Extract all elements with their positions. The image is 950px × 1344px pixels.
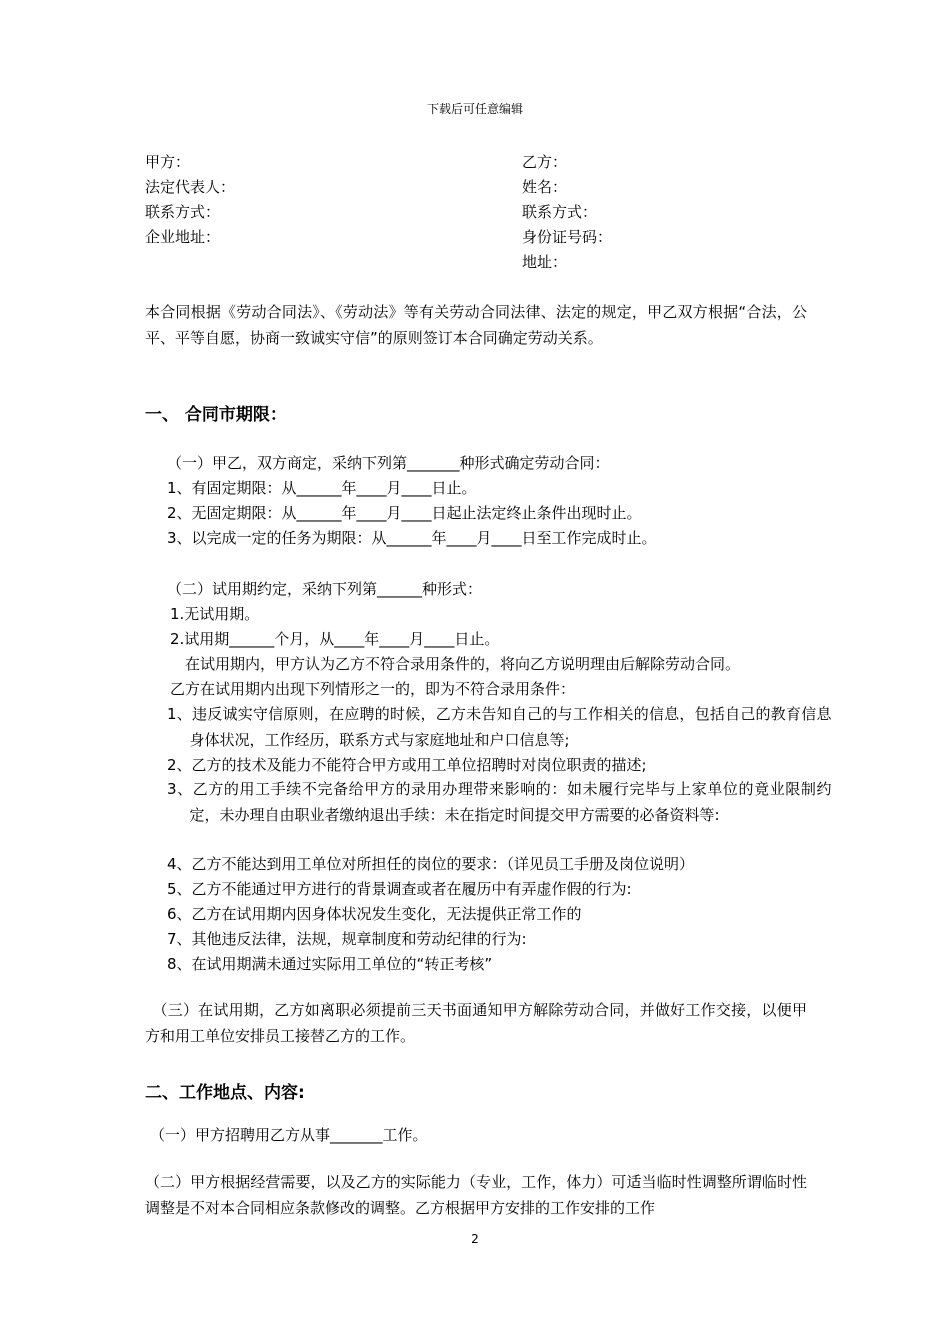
party-a-label: 甲方： [145, 153, 191, 171]
term-option-2: 2、无固定期限：从______年____月____日起止法定终止条件出现时止。 [167, 504, 642, 522]
probation-clause: （二）试用期约定，采纳下列第______种形式： [167, 580, 483, 598]
company-address-label: 企业地址： [145, 228, 221, 246]
condition-3: 3、乙方的用工手续不完备给甲方的录用办理带来影响的：如未履行完毕与上家单位的竟业限制约定，未办理自由职业者缴纳退出手续：未在指定时间提交甲方需要的必备资料等: [167, 780, 832, 824]
party-b-contact-label: 联系方式： [522, 203, 598, 221]
name-label: 姓名： [522, 178, 568, 196]
party-b-address-label: 地址： [522, 253, 568, 271]
section-2-heading: 二、工作地点、内容: [145, 1083, 305, 1103]
intro-paragraph: 本合同根据《劳动合同法》、《劳动法》等有关劳动合同法律、法定的规定，甲乙双方根据“合法，公平、平等自愿，协商一致诚实守信”的原则签订本合同确定劳动关系。 [145, 303, 807, 347]
condition-1: 1、违反诚实守信原则，在应聘的时候，乙方未告知自己的与工作相关的信息，包括自己的教育信息身体状况，工作经历，联系方式与家庭地址和户口信息等; [167, 705, 832, 749]
section-1-heading: 一、 合同市期限： [145, 405, 287, 425]
condition-5: 5、乙方不能通过甲方进行的背景调查或者在履历中有弄虚作假的行为: [167, 880, 632, 898]
party-b-block [522, 150, 612, 275]
page-number: 2 [471, 1232, 479, 1246]
condition-2: 2、乙方的技术及能力不能符合甲方或用工单位招聘时对岗位职责的描述; [167, 756, 647, 774]
party-a-block [145, 150, 235, 250]
term-option-3: 3、以完成一定的任务为期限：从______年____月____日至工作完成时止。 [167, 529, 657, 547]
party-a-contact-label: 联系方式： [145, 203, 221, 221]
condition-4: 4、乙方不能达到用工单位对所担任的岗位的要求：（详见员工手册及岗位说明） [167, 855, 695, 873]
adjustment-clause: （二）甲方根据经营需要，以及乙方的实际能力（专业，工作，体力）可适当临时性调整所谓临时性调整是不对本合同相应条款修改的调整。乙方根据甲方安排的工作安排的工作 [145, 1173, 807, 1217]
condition-8: 8、在试用期满未通过实际用工单位的“转正考核” [167, 955, 493, 973]
probation-option-2: 2.试用期______个月，从____年____月____日止。 [170, 630, 500, 648]
probation-option-1: 1.无试用期。 [170, 605, 260, 623]
resignation-clause: （三）在试用期，乙方如离职必须提前三天书面通知甲方解除劳动合同，并做好工作交接，以便甲方和用工单位安排员工接替乙方的工作。 [145, 1001, 807, 1045]
probation-conditions-intro: 乙方在试用期内出现下列情形之一的，即为不符合录用条件： [170, 680, 576, 698]
header-note: 下载后可任意编辑 [426, 102, 523, 116]
id-number-label: 身份证号码： [522, 228, 613, 246]
job-assignment-clause: （一）甲方招聘用乙方从事_______工作。 [150, 1126, 428, 1144]
legal-representative-label: 法定代表人： [145, 178, 236, 196]
party-b-label: 乙方： [522, 153, 568, 171]
condition-7: 7、其他违反法律，法规，规章制度和劳动纪律的行为: [167, 930, 527, 948]
probation-dismissal-note: 在试用期内，甲方认为乙方不符合录用条件的，将向乙方说明理由后解除劳动合同。 [185, 655, 741, 673]
condition-6: 6、乙方在试用期内因身体状况发生变化，无法提供正常工作的 [167, 905, 582, 923]
term-option-1: 1、有固定期限：从______年____月____日止。 [167, 479, 477, 497]
term-form-clause: （一）甲乙，双方商定，采纳下列第_______种形式确定劳动合同： [167, 454, 610, 472]
